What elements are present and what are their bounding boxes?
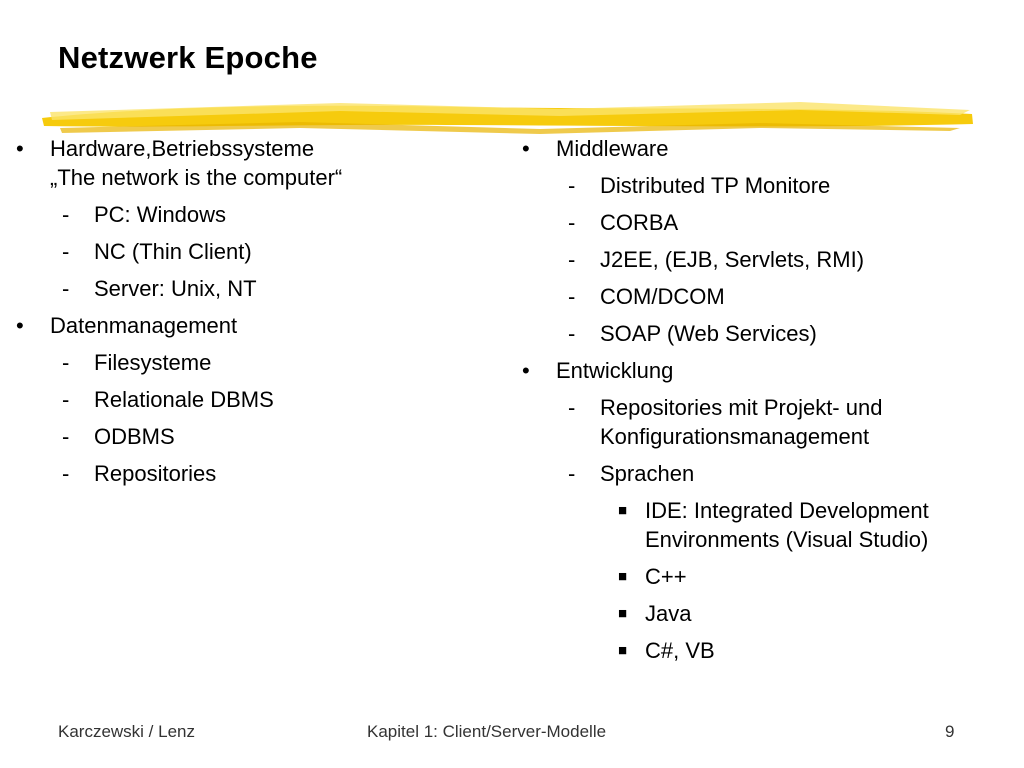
dash-marker: - bbox=[568, 321, 576, 346]
list-item-text: Repositories mit Projekt- und bbox=[600, 395, 883, 420]
square-bullet-icon: ■ bbox=[618, 605, 628, 622]
list-item-text: Filesysteme bbox=[94, 350, 212, 375]
list-item-text: C++ bbox=[645, 564, 687, 589]
list-item-text: ODBMS bbox=[94, 424, 175, 449]
square-bullet-icon: ■ bbox=[618, 502, 628, 519]
list-item-text: Relationale DBMS bbox=[94, 387, 274, 412]
list-item-text: Datenmanagement bbox=[50, 313, 238, 338]
list-item bbox=[8, 274, 478, 303]
list-item-text: Environments (Visual Studio) bbox=[645, 527, 929, 552]
list-item bbox=[8, 422, 478, 451]
slide-title: Netzwerk Epoche bbox=[58, 40, 318, 75]
list-item bbox=[8, 237, 478, 266]
list-item-text: J2EE, (EJB, Servlets, RMI) bbox=[600, 247, 865, 272]
list-item-hardware bbox=[8, 134, 478, 192]
list-item-text: Java bbox=[645, 601, 692, 626]
list-item-text: Entwicklung bbox=[556, 358, 674, 383]
list-item-text: „The network is the computer“ bbox=[50, 165, 343, 190]
list-item bbox=[514, 319, 1014, 348]
list-item-text: IDE: Integrated Development bbox=[645, 498, 929, 523]
bullet-marker: • bbox=[522, 136, 530, 161]
bullet-marker: • bbox=[16, 313, 24, 338]
dash-marker: - bbox=[62, 424, 70, 449]
square-bullet-icon: ■ bbox=[618, 642, 628, 659]
list-item-text: SOAP (Web Services) bbox=[600, 321, 817, 346]
dash-marker: - bbox=[568, 284, 576, 309]
left-column bbox=[8, 134, 478, 496]
square-bullet-icon: ■ bbox=[618, 568, 628, 585]
dash-marker: - bbox=[62, 350, 70, 375]
list-item bbox=[514, 562, 1014, 591]
list-item bbox=[8, 459, 478, 488]
list-item-text: C#, VB bbox=[645, 638, 715, 663]
dash-marker: - bbox=[62, 276, 70, 301]
list-item bbox=[8, 348, 478, 377]
list-item-text: Sprachen bbox=[600, 461, 695, 486]
list-item-text: COM/DCOM bbox=[600, 284, 725, 309]
list-item bbox=[514, 208, 1014, 237]
list-item-text: Middleware bbox=[556, 136, 669, 161]
list-item bbox=[514, 599, 1014, 628]
dash-marker: - bbox=[568, 395, 576, 420]
list-item bbox=[514, 171, 1014, 200]
dash-marker: - bbox=[62, 239, 70, 264]
list-item-text: Konfigurationsmanagement bbox=[600, 424, 870, 449]
list-item-entwicklung bbox=[514, 356, 1014, 385]
list-item bbox=[8, 385, 478, 414]
dash-marker: - bbox=[568, 461, 576, 486]
list-item bbox=[8, 200, 478, 229]
dash-marker: - bbox=[568, 247, 576, 272]
list-item-text: PC: Windows bbox=[94, 202, 227, 227]
dash-marker: - bbox=[568, 210, 576, 235]
list-item bbox=[514, 459, 1014, 488]
title-highlighter-stroke bbox=[40, 98, 975, 136]
list-item-text: CORBA bbox=[600, 210, 679, 235]
dash-marker: - bbox=[568, 173, 576, 198]
list-item bbox=[514, 636, 1014, 665]
list-item bbox=[514, 245, 1014, 274]
list-item bbox=[514, 393, 1014, 451]
dash-marker: - bbox=[62, 202, 70, 227]
dash-marker: - bbox=[62, 461, 70, 486]
bullet-marker: • bbox=[16, 136, 24, 161]
page-number: 9 bbox=[945, 722, 955, 741]
right-column bbox=[514, 134, 1014, 673]
list-item-text: Hardware,Betriebssysteme bbox=[50, 136, 315, 161]
list-item bbox=[514, 282, 1014, 311]
list-item bbox=[514, 496, 1014, 554]
bullet-marker: • bbox=[522, 358, 530, 383]
footer-authors: Karczewski / Lenz bbox=[58, 722, 195, 741]
list-item-text: NC (Thin Client) bbox=[94, 239, 252, 264]
list-item-text: Server: Unix, NT bbox=[94, 276, 257, 301]
dash-marker: - bbox=[62, 387, 70, 412]
list-item-text: Repositories bbox=[94, 461, 217, 486]
list-item-datenmanagement bbox=[8, 311, 478, 340]
footer-chapter: Kapitel 1: Client/Server-Modelle bbox=[367, 722, 607, 741]
list-item-text: Distributed TP Monitore bbox=[600, 173, 831, 198]
list-item-middleware bbox=[514, 134, 1014, 163]
